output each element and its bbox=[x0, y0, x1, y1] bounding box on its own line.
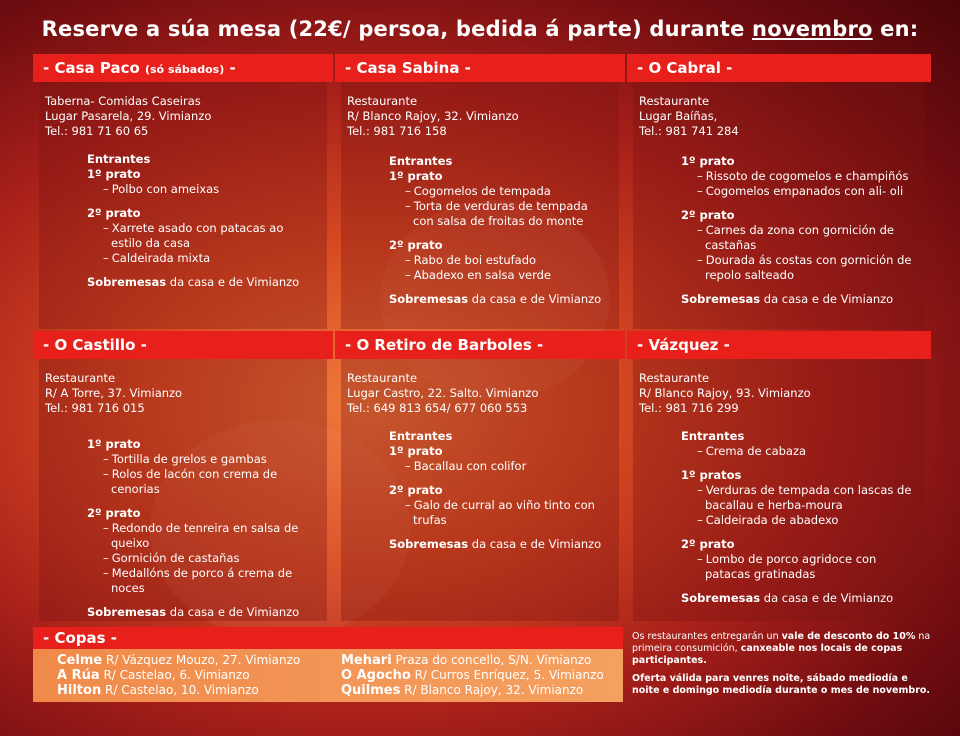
menu-item: – Medallóns de porco á crema de noces bbox=[95, 566, 317, 596]
menu-gap bbox=[87, 266, 317, 275]
menu-heading bbox=[87, 152, 317, 167]
menu-heading-label: Sobremesas bbox=[681, 591, 761, 605]
restaurant-name bbox=[33, 331, 333, 359]
menu-item: – Lombo de porco agridoce con patacas gratinadas bbox=[689, 552, 915, 582]
menu-heading bbox=[389, 238, 609, 253]
note-bold: vale de desconto do 10% bbox=[781, 631, 916, 642]
info-line: Restaurante bbox=[639, 371, 710, 385]
menu-heading-label: Sobremesas bbox=[681, 292, 761, 306]
menu-item: – Redondo de tenreira en salsa de queixo bbox=[95, 521, 317, 551]
restaurant-name-text: - Casa Sabina - bbox=[345, 59, 471, 77]
restaurant-name-text: - O Retiro de Barboles - bbox=[345, 336, 544, 354]
menu-heading-label: Entrantes bbox=[389, 429, 453, 443]
restaurant-name-suffix: - bbox=[224, 59, 236, 77]
info-line: Lugar Castro, 22. Salto. Vimianzo bbox=[347, 386, 539, 400]
menu-heading bbox=[87, 206, 317, 221]
copas-bar-name: Quilmes bbox=[341, 683, 401, 698]
restaurant-card-o-cabral bbox=[627, 54, 931, 329]
info-line: Tel.: 981 741 284 bbox=[639, 124, 739, 138]
discount-note bbox=[632, 631, 932, 703]
menu-heading-label: Entrantes bbox=[681, 429, 745, 443]
menu-heading-label: 1º prato bbox=[87, 167, 141, 181]
copas-bar-address: R/ Curros Enríquez, 5. Vimianzo bbox=[410, 668, 604, 682]
restaurant-body bbox=[341, 359, 619, 621]
note-text: na primeira consumición, bbox=[632, 631, 931, 654]
menu-heading bbox=[87, 605, 317, 620]
menu-heading bbox=[681, 468, 915, 483]
menu-item: – Caldeirada de abadexo bbox=[689, 513, 915, 528]
menu-gap bbox=[681, 459, 915, 468]
menu-item: – Crema de cabaza bbox=[689, 444, 915, 459]
restaurant-name-note: (só sábados) bbox=[144, 63, 225, 76]
menu-heading bbox=[681, 591, 915, 606]
copas-section bbox=[33, 627, 623, 702]
restaurant-menu bbox=[389, 429, 609, 552]
info-line: Lugar Baíñas, bbox=[639, 109, 718, 123]
menu-heading bbox=[389, 169, 609, 184]
copas-bar bbox=[57, 683, 300, 698]
menu-item: – Cogomelos empanados con ali- oli bbox=[689, 184, 915, 199]
menu-heading bbox=[681, 154, 915, 169]
restaurant-name-text: - O Castillo - bbox=[43, 336, 147, 354]
info-line: Restaurante bbox=[45, 371, 116, 385]
menu-heading-rest: da casa e de Vimianzo bbox=[760, 292, 894, 306]
menu-heading-rest: da casa e de Vimianzo bbox=[468, 292, 602, 306]
menu-heading-label: Sobremesas bbox=[389, 292, 469, 306]
menu-gap bbox=[389, 283, 609, 292]
info-line: R/ Blanco Rajoy, 93. Vimianzo bbox=[639, 386, 811, 400]
menu-heading bbox=[87, 275, 317, 290]
menu-heading bbox=[389, 483, 609, 498]
menu-item: – Xarrete asado con patacas ao estilo da casa bbox=[95, 221, 317, 251]
menu-heading bbox=[87, 437, 317, 452]
restaurant-card-vazquez bbox=[627, 331, 931, 621]
menu-heading-label: 2º prato bbox=[681, 208, 735, 222]
menu-gap bbox=[681, 199, 915, 208]
copas-title: - Copas - bbox=[33, 627, 623, 649]
menu-item: – Verduras de tempada con lascas de bacallau e herba-moura bbox=[689, 483, 915, 513]
info-line: Lugar Pasarela, 29. Vimianzo bbox=[45, 109, 212, 123]
restaurant-name-text: - Casa Paco bbox=[43, 59, 145, 77]
menu-item: – Dourada ás costas con gornición de repolo salteado bbox=[689, 253, 915, 283]
headline-month: novembro bbox=[752, 17, 873, 41]
copas-bar-name: O Agocho bbox=[341, 668, 411, 683]
menu-item: – Rolos de lacón con crema de cenorias bbox=[95, 467, 317, 497]
menu-heading bbox=[681, 537, 915, 552]
menu-gap bbox=[389, 474, 609, 483]
note-text: Os restaurantes entregarán un bbox=[632, 631, 782, 642]
info-line: Tel.: 981 716 299 bbox=[639, 401, 739, 415]
info-line: R/ A Torre, 37. Vimianzo bbox=[45, 386, 183, 400]
copas-bar bbox=[341, 653, 604, 668]
headline-text: Reserve a súa mesa (22€/ persoa, bedida á parte) durante bbox=[41, 17, 753, 41]
restaurant-info bbox=[347, 371, 538, 416]
restaurant-info bbox=[45, 371, 182, 416]
restaurant-body bbox=[341, 82, 619, 329]
discount-note-p1 bbox=[632, 631, 932, 667]
info-line: Tel.: 981 716 015 bbox=[45, 401, 145, 415]
copas-bar-name: Mehari bbox=[341, 653, 392, 668]
menu-item: – Tortilla de grelos e gambas bbox=[95, 452, 317, 467]
menu-item: – Caldeirada mixta bbox=[95, 251, 317, 266]
restaurant-name bbox=[627, 331, 931, 359]
info-line: Tel.: 981 716 158 bbox=[347, 124, 447, 138]
menu-heading-rest: da casa e de Vimianzo bbox=[166, 275, 300, 289]
copas-bar-address: R/ Castelao, 6. Vimianzo bbox=[99, 668, 250, 682]
info-line: Taberna- Comidas Caseiras bbox=[45, 94, 201, 108]
headline-suffix: en: bbox=[872, 17, 919, 41]
menu-item: – Carnes da zona con gornición de castañas bbox=[689, 223, 915, 253]
copas-bar bbox=[57, 653, 300, 668]
note-bold: Oferta válida para venres noite, sábado mediodía e noite e domingo mediodía durante o mes de novembro. bbox=[632, 673, 931, 696]
restaurant-menu bbox=[389, 154, 609, 307]
menu-heading-label: 2º prato bbox=[87, 506, 141, 520]
copas-bar-name: Celme bbox=[57, 653, 103, 668]
menu-heading-label: 2º prato bbox=[389, 483, 443, 497]
restaurant-info bbox=[639, 371, 811, 416]
menu-item: – Abadexo en salsa verde bbox=[397, 268, 609, 283]
menu-heading-rest: da casa e de Vimianzo bbox=[760, 591, 894, 605]
restaurant-card-o-castillo bbox=[33, 331, 333, 621]
menu-heading-label: Entrantes bbox=[389, 154, 453, 168]
page-headline bbox=[0, 0, 960, 54]
menu-heading-label: 1º prato bbox=[389, 444, 443, 458]
menu-gap bbox=[87, 497, 317, 506]
info-line: Restaurante bbox=[639, 94, 710, 108]
copas-bar-name: Hilton bbox=[57, 683, 102, 698]
restaurant-body bbox=[39, 82, 327, 329]
copas-bar-address: R/ Vázquez Mouzo, 27. Vimianzo bbox=[102, 653, 301, 667]
menu-heading-label: 2º prato bbox=[681, 537, 735, 551]
restaurant-name-text: - Vázquez - bbox=[637, 336, 730, 354]
info-line: Tel.: 981 71 60 65 bbox=[45, 124, 149, 138]
menu-heading bbox=[389, 292, 609, 307]
menu-heading-label: 1º prato bbox=[681, 154, 735, 168]
menu-item: – Polbo con ameixas bbox=[95, 182, 317, 197]
restaurant-menu bbox=[681, 429, 915, 606]
restaurant-info bbox=[45, 94, 211, 139]
menu-item: – Cogomelos de tempada bbox=[397, 184, 609, 199]
menu-heading-label: Entrantes bbox=[87, 152, 151, 166]
note-bold: canxeable nos locais de copas participantes. bbox=[632, 643, 903, 666]
restaurant-name bbox=[627, 54, 931, 82]
restaurant-name bbox=[335, 331, 625, 359]
info-line: R/ Blanco Rajoy, 32. Vimianzo bbox=[347, 109, 519, 123]
copas-bar bbox=[341, 683, 604, 698]
restaurant-body bbox=[39, 359, 327, 621]
menu-heading-label: Sobremesas bbox=[389, 537, 469, 551]
restaurant-name bbox=[33, 54, 333, 82]
menu-gap bbox=[389, 229, 609, 238]
menu-gap bbox=[681, 582, 915, 591]
restaurant-name-text: - O Cabral - bbox=[637, 59, 733, 77]
copas-bar bbox=[57, 668, 300, 683]
menu-gap bbox=[87, 596, 317, 605]
menu-item: – Bacallau con colifor bbox=[397, 459, 609, 474]
info-line: Tel.: 649 813 654/ 677 060 553 bbox=[347, 401, 528, 415]
menu-item: – Rissoto de cogomelos e champiñós bbox=[689, 169, 915, 184]
restaurant-info bbox=[639, 94, 739, 139]
restaurant-card-casa-sabina bbox=[335, 54, 625, 329]
menu-item: – Rabo de boi estufado bbox=[397, 253, 609, 268]
menu-heading bbox=[389, 444, 609, 459]
copas-bar-address: Praza do concello, S/N. Vimianzo bbox=[391, 653, 592, 667]
restaurant-card-casa-paco bbox=[33, 54, 333, 329]
menu-heading bbox=[681, 292, 915, 307]
menu-heading bbox=[389, 537, 609, 552]
menu-heading-label: 2º prato bbox=[389, 238, 443, 252]
copas-bar-address: R/ Castelao, 10. Vimianzo bbox=[101, 683, 259, 697]
restaurant-card-o-retiro-de-barboles bbox=[335, 331, 625, 621]
menu-heading-label: 1º pratos bbox=[681, 468, 742, 482]
info-line: Restaurante bbox=[347, 94, 418, 108]
restaurant-body bbox=[633, 82, 925, 329]
restaurant-name bbox=[335, 54, 625, 82]
menu-item: – Galo de curral ao viño tinto con trufas bbox=[397, 498, 609, 528]
menu-item: – Torta de verduras de tempada con salsa de froitas do monte bbox=[397, 199, 609, 229]
menu-heading bbox=[87, 506, 317, 521]
info-line: Restaurante bbox=[347, 371, 418, 385]
menu-heading-label: 1º prato bbox=[389, 169, 443, 183]
menu-item: – Gornición de castañas bbox=[95, 551, 317, 566]
copas-bar bbox=[341, 668, 604, 683]
menu-heading-label: 1º prato bbox=[87, 437, 141, 451]
menu-heading-rest: da casa e de Vimianzo bbox=[166, 605, 300, 619]
copas-list-left bbox=[57, 653, 300, 698]
menu-heading bbox=[87, 167, 317, 182]
menu-heading-label: Sobremesas bbox=[87, 605, 167, 619]
menu-heading bbox=[389, 429, 609, 444]
restaurant-menu bbox=[87, 152, 317, 290]
menu-heading-label: Sobremesas bbox=[87, 275, 167, 289]
restaurant-info bbox=[347, 94, 519, 139]
menu-gap bbox=[681, 283, 915, 292]
copas-list-right bbox=[341, 653, 604, 698]
menu-heading bbox=[681, 208, 915, 223]
menu-heading-label: 2º prato bbox=[87, 206, 141, 220]
menu-gap bbox=[681, 528, 915, 537]
copas-bar-address: R/ Blanco Rajoy, 32. Vimianzo bbox=[400, 683, 584, 697]
menu-heading-rest: da casa e de Vimianzo bbox=[468, 537, 602, 551]
restaurant-body bbox=[633, 359, 925, 621]
menu-heading bbox=[389, 154, 609, 169]
menu-gap bbox=[87, 197, 317, 206]
discount-note-p2 bbox=[632, 673, 932, 697]
restaurant-menu bbox=[681, 154, 915, 307]
menu-heading bbox=[681, 429, 915, 444]
menu-gap bbox=[389, 528, 609, 537]
copas-bar-name: A Rúa bbox=[57, 668, 100, 683]
restaurant-menu bbox=[87, 437, 317, 620]
